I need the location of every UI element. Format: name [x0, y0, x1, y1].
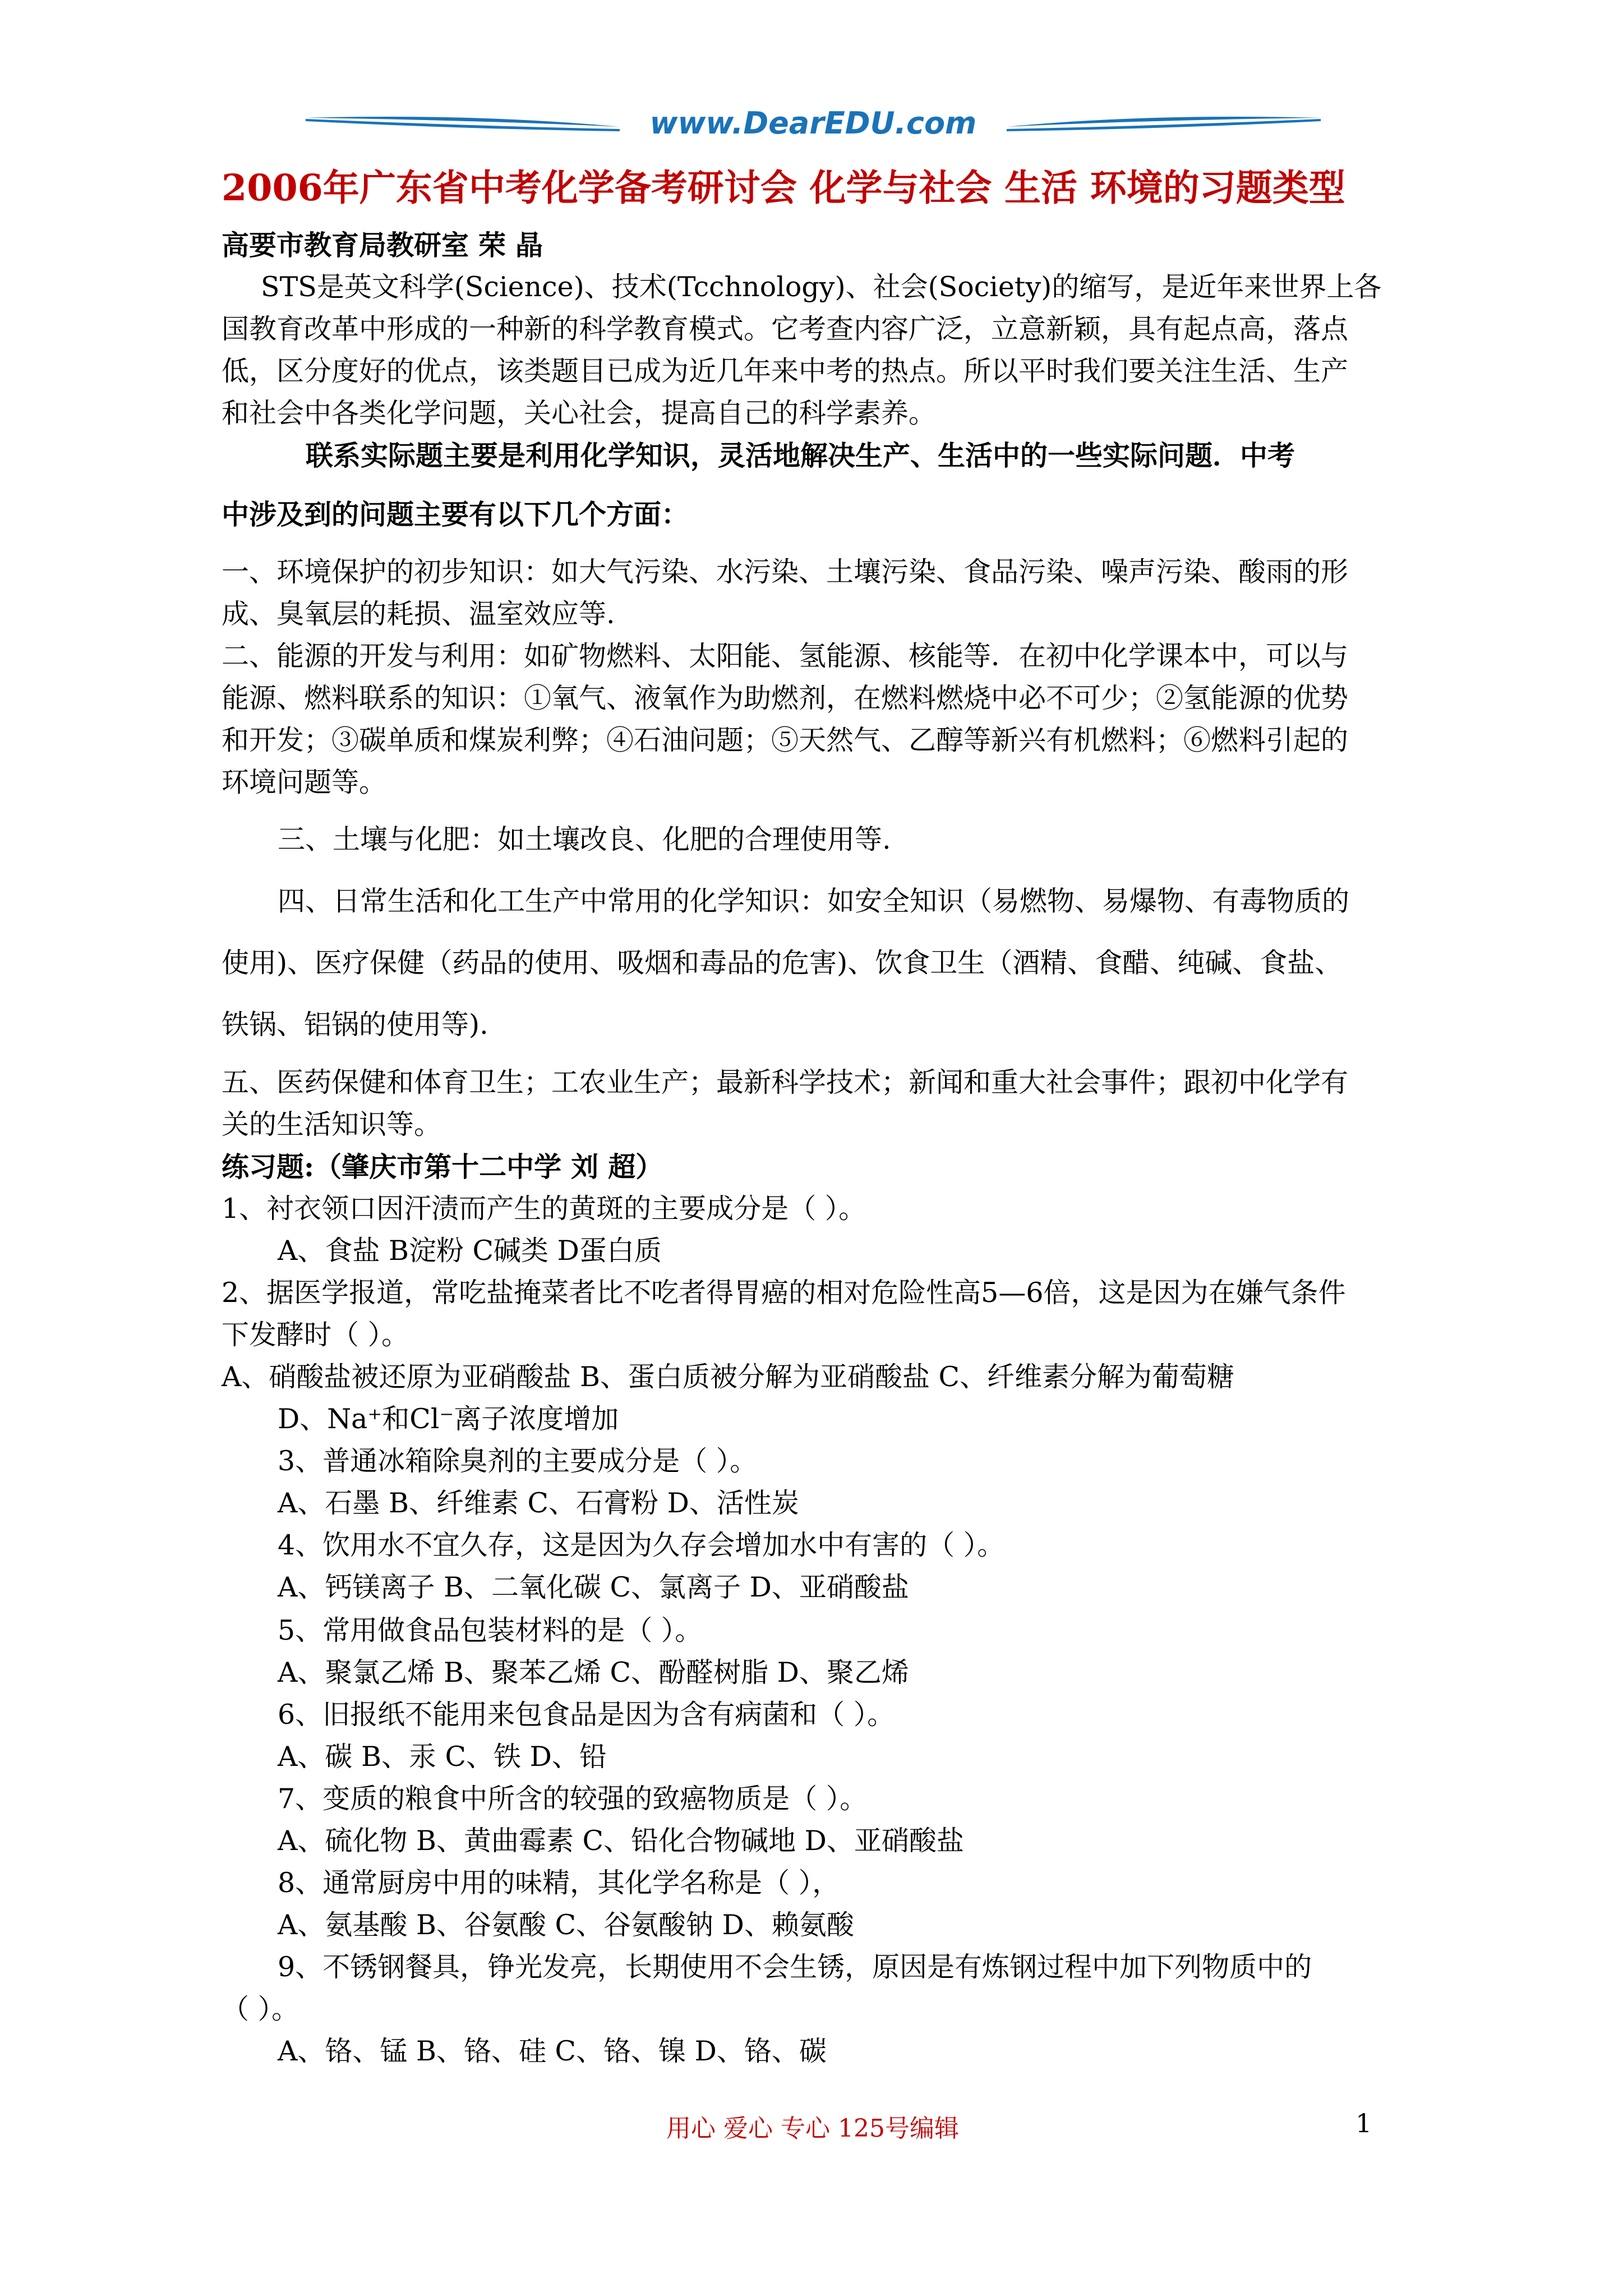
intro-line: 和社会中各类化学问题，关心社会，提高自己的科学素养。: [222, 397, 937, 429]
point-line: 和开发；③碳单质和煤炭利弊；④石油问题；⑤天然气、乙醇等新兴有机燃料；⑥燃料引起的: [222, 724, 1349, 756]
point-line: 四、日常生活和化工生产中常用的化学知识：如安全知识（易燃物、易爆物、有毒物质的: [278, 885, 1350, 917]
exercise-line: 9、不锈钢餐具，铮光发亮，长期使用不会生锈，原因是有炼钢过程中加下列物质中的: [278, 1951, 1312, 1983]
exercise-line: A、碳 B、汞 C、铁 D、铅: [278, 1741, 607, 1773]
point-line: 成、臭氧层的耗损、温室效应等.: [222, 598, 615, 630]
exercise-line: 下发酵时（ ）。: [222, 1319, 409, 1351]
exercise-line: （ ）。: [222, 1993, 299, 2025]
exercise-line: D、Na⁺和Cl⁻离子浓度增加: [278, 1403, 619, 1435]
point-line: 能源、燃料联系的知识：①氧气、液氧作为助燃剂，在燃料燃烧中必不可少；②氢能源的优势: [222, 682, 1349, 714]
exercise-line: A、氨基酸 B、谷氨酸 C、谷氨酸钠 D、赖氨酸: [278, 1909, 854, 1941]
point-line: 关的生活知识等。: [222, 1108, 442, 1140]
exercise-line: 7、变质的粮食中所含的较强的致癌物质是（ ）。: [278, 1783, 868, 1815]
point-line: 一、环境保护的初步知识：如大气污染、水污染、土壤污染、食品污染、噪声污染、酸雨的形: [222, 556, 1349, 588]
author-line: 高要市教育局教研室 荣 晶: [222, 229, 543, 261]
exercise-line: A、铬、锰 B、铬、硅 C、铬、镍 D、铬、碳: [278, 2035, 827, 2067]
bold-intro-line: 中涉及到的问题主要有以下几个方面：: [222, 498, 689, 531]
exercise-heading: 练习题:（肇庆市第十二中学 刘 超）: [222, 1151, 663, 1183]
exercise-line: A、硝酸盐被还原为亚硝酸盐 B、蛋白质被分解为亚硝酸盐 C、纤维素分解为葡萄糖: [222, 1361, 1235, 1393]
point-line: 环境问题等。: [222, 766, 387, 798]
exercise-line: 4、饮用水不宜久存，这是因为久存会增加水中有害的（ ）。: [278, 1529, 1005, 1561]
exercise-line: 5、常用做食品包装材料的是（ ）。: [278, 1614, 703, 1646]
intro-line: 低，区分度好的优点，该类题目已成为近几年来中考的热点。所以平时我们要关注生活、生产: [222, 355, 1349, 387]
page-number: 1: [1355, 2108, 1372, 2138]
point-line: 五、医药保健和体育卫生；工农业生产；最新科学技术；新闻和重大社会事件；跟初中化学有: [222, 1066, 1349, 1098]
exercise-line: A、食盐 B淀粉 C碱类 D蛋白质: [278, 1235, 662, 1267]
point-line: 使用)、医疗保健（药品的使用、吸烟和毒品的危害)、饮食卫生（酒精、食醋、纯碱、食盐、: [222, 947, 1343, 979]
site-name: www.DearEDU.com: [649, 105, 977, 141]
exercise-line: A、钙镁离子 B、二氧化碳 C、氯离子 D、亚硝酸盐: [278, 1571, 909, 1603]
document-title: 2006年广东省中考化学备考研讨会 化学与社会 生活 环境的习题类型: [222, 167, 1345, 209]
site-logo: [306, 107, 1321, 140]
exercise-line: 3、普通冰箱除臭剂的主要成分是（ ）。: [278, 1445, 758, 1477]
footer-text: 用心 爱心 专心 125号编辑: [666, 2114, 959, 2143]
exercise-line: A、硫化物 B、黄曲霉素 C、铅化合物碱地 D、亚硝酸盐: [278, 1825, 964, 1857]
intro-line: 国教育改革中形成的一种新的科学教育模式。它考查内容广泛，立意新颖，具有起点高，落点: [222, 313, 1349, 345]
exercise-line: A、石墨 B、纤维素 C、石膏粉 D、活性炭: [278, 1487, 799, 1519]
exercise-line: A、聚氯乙烯 B、聚苯乙烯 C、酚醛树脂 D、聚乙烯: [278, 1657, 909, 1688]
point-line: 三、土壤与化肥：如土壤改良、化肥的合理使用等.: [278, 823, 891, 855]
exercise-line: 1、衬衣领口因汗渍而产生的黄斑的主要成分是（ ）。: [222, 1193, 866, 1225]
bold-intro-line: 联系实际题主要是利用化学知识，灵活地解决生产、生活中的一些实际问题．中考: [306, 439, 1295, 472]
exercise-line: 8、通常厨房中用的味精，其化学名称是（ ），: [278, 1867, 840, 1899]
point-line: 铁锅、铝锅的使用等).: [222, 1009, 488, 1041]
point-line: 二、能源的开发与利用：如矿物燃料、太阳能、氢能源、核能等．在初中化学课本中，可以与: [222, 640, 1349, 672]
exercise-line: 6、旧报纸不能用来包食品是因为含有病菌和（ ）。: [278, 1699, 895, 1731]
intro-line: STS是英文科学(Science)、技术(Tcchnology)、社会(Society)的缩写，是近年来世界上各: [261, 271, 1382, 303]
exercise-line: 2、据医学报道，常吃盐掩菜者比不吃者得胃癌的相对危险性高5—6倍，这是因为在嫌气条件: [222, 1277, 1346, 1309]
